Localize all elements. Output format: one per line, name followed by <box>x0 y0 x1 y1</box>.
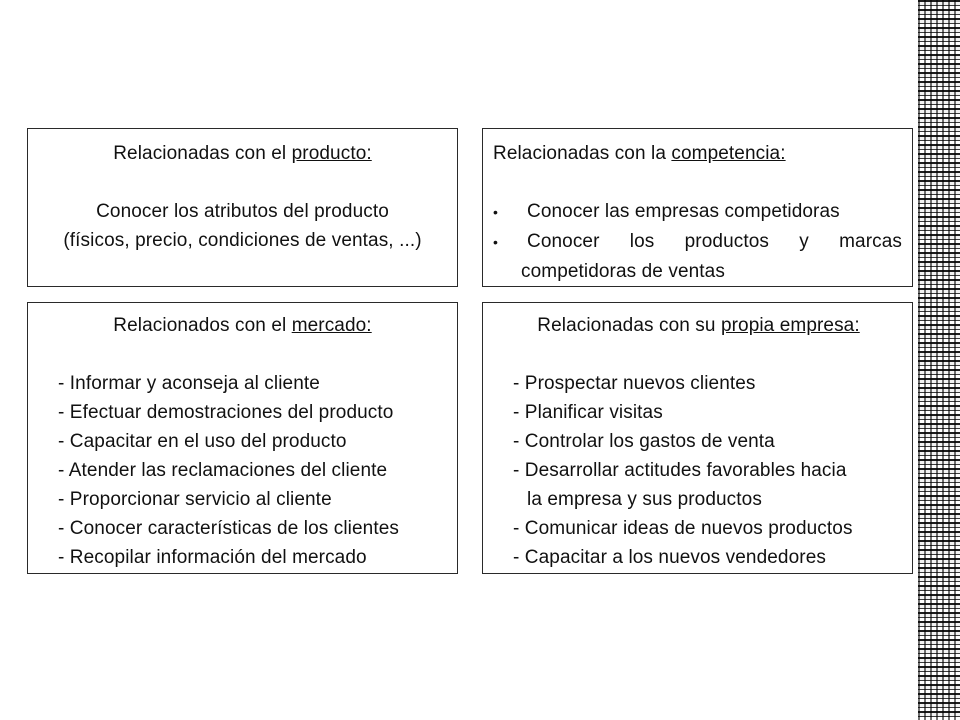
producto-box <box>27 128 458 287</box>
empresa-title <box>495 311 902 340</box>
empresa-box <box>482 302 913 574</box>
mercado-list-item: - Efectuar demostraciones del producto <box>58 402 394 423</box>
mercado-title-prefix: Relacionados con el <box>113 315 292 336</box>
empresa-list-item: - Prospectar nuevos clientes <box>513 373 756 394</box>
competencia-bullet-continuation: competidoras de ventas <box>521 261 725 282</box>
competencia-title-keyword: competencia: <box>671 143 786 164</box>
empresa-list-item: - Desarrollar actitudes favorables hacia <box>513 460 847 481</box>
producto-title <box>40 139 445 168</box>
mercado-list-item: - Conocer características de los clientes <box>58 518 399 539</box>
mercado-list-item: - Recopilar información del mercado <box>58 547 367 568</box>
competencia-bullet-item <box>493 197 902 227</box>
mercado-title-keyword: mercado: <box>291 315 372 336</box>
bullet-icon: • <box>493 234 499 250</box>
empresa-list-item: - Controlar los gastos de venta <box>513 431 775 452</box>
competencia-bullet-item <box>493 227 902 257</box>
producto-title-prefix: Relacionadas con el <box>113 143 292 164</box>
competencia-title <box>493 139 902 168</box>
competencia-bullet-text: Conocer las empresas competidoras <box>527 201 840 222</box>
mercado-title <box>40 311 445 340</box>
empresa-title-keyword: propia empresa: <box>720 315 860 336</box>
empresa-list-item: - Capacitar a los nuevos vendedores <box>513 547 826 568</box>
decorative-edge-strip <box>918 0 960 720</box>
mercado-list-item: - Informar y aconseja al cliente <box>58 373 320 394</box>
empresa-list-item: - Comunicar ideas de nuevos productos <box>513 518 853 539</box>
competencia-box <box>482 128 913 287</box>
mercado-list-item: - Capacitar en el uso del producto <box>58 431 347 452</box>
producto-title-keyword: producto: <box>291 143 372 164</box>
competencia-title-prefix: Relacionadas con la <box>493 143 672 164</box>
bullet-icon: • <box>493 204 499 220</box>
empresa-list-item: - Planificar visitas <box>513 402 663 423</box>
competencia-bullet-text: Conocer los productos y marcas <box>527 231 902 252</box>
empresa-title-prefix: Relacionadas con su <box>537 315 721 336</box>
producto-line-2: (físicos, precio, condiciones de ventas, ...) <box>63 230 422 251</box>
empresa-list-item-continuation: la empresa y sus productos <box>527 489 762 510</box>
mercado-list-item: - Proporcionar servicio al cliente <box>58 489 332 510</box>
mercado-list-item: - Atender las reclamaciones del cliente <box>58 460 388 481</box>
producto-line-1: Conocer los atributos del producto <box>96 201 389 222</box>
mercado-box <box>27 302 458 574</box>
